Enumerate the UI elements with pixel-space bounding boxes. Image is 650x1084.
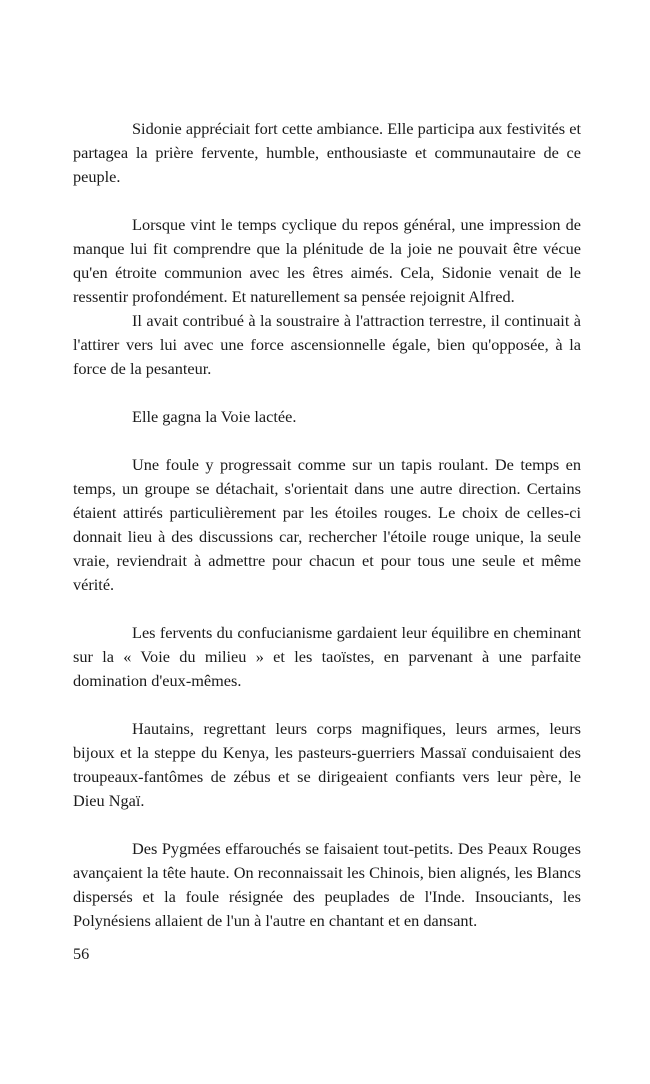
paragraph-2: Lorsque vint le temps cyclique du repos général, une impression de manque lui fit comprendre que la plénitude de la joie ne pouvait être vécue qu'en étroite communion avec les êtres aimés. Cela, Sidonie venait de le ressentir profondément. Et naturellement sa pensée rejoignit Alfred. [73,215,581,306]
page-number: 56 [73,944,90,963]
paragraph-4: Elle gagna la Voie lactée. [132,407,297,426]
paragraph-6: Les fervents du confucianisme gardaient leur équilibre en cheminant sur la « Voie du milieu » et les taoïstes, en parvenant à une parfaite domination d'eux-mêmes. [73,623,581,690]
paragraph-7: Hautains, regrettant leurs corps magnifiques, leurs armes, leurs bijoux et la steppe du Kenya, les pasteurs-guerriers Massaï conduisaient des troupeaux-fantômes de zébus et se dirigeaient confiants vers leur père, le Dieu Ngaï. [73,719,581,810]
paragraph-3: Il avait contribué à la soustraire à l'attraction terrestre, il continuait à l'attirer vers lui avec une force ascensionnelle égale, bien qu'opposée, à la force de la pesanteur. [73,311,581,378]
body-text [73,117,581,933]
paragraph-8: Des Pygmées effarouchés se faisaient tout-petits. Des Peaux Rouges avançaient la tête haute. On reconnaissait les Chinois, bien alignés, les Blancs dispersés et la foule résignée des peuplades de l'Inde. Insouciants, les Polynésiens allaient de l'un à l'autre en chantant et en dansant. [73,839,581,930]
paragraph-5: Une foule y progressait comme sur un tapis roulant. De temps en temps, un groupe se détachait, s'orientait dans une autre direction. Certains étaient attirés particulièrement par les étoiles rouges. Le choix de celles-ci donnait lieu à des discussions car, rechercher l'étoile rouge unique, la seule vraie, reviendrait à admettre pour chacun et pour tous une seule et même vérité. [73,455,581,594]
paragraph-1: Sidonie appréciait fort cette ambiance. Elle participa aux festivités et partagea la prière fervente, humble, enthousiaste et communautaire de ce peuple. [73,119,581,186]
